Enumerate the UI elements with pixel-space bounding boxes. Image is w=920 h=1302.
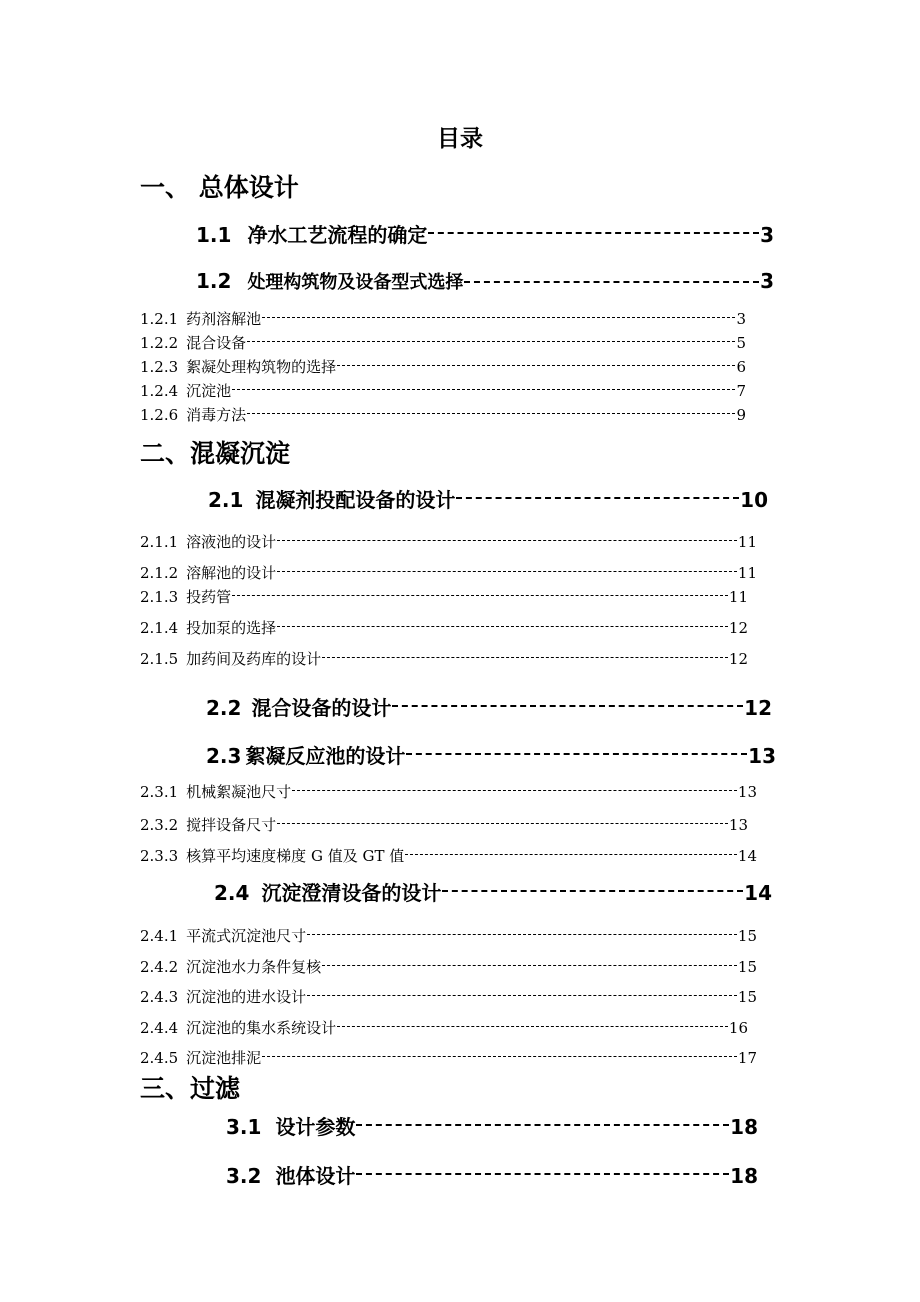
- entry-title: 沉淀澄清设备的设计: [261, 881, 442, 905]
- entry-number: 2.4: [214, 881, 250, 905]
- entry-page: 3: [736, 310, 746, 328]
- entry-title: 混凝剂投配设备的设计: [255, 488, 456, 512]
- entry-number: 1.2.3: [140, 358, 179, 376]
- entry-page: 18: [730, 1164, 758, 1188]
- entry-number: 2.3.1: [140, 783, 179, 801]
- toc-entry-2-4-4[interactable]: [140, 1017, 748, 1037]
- entry-number: 2.3.3: [140, 847, 179, 865]
- toc-entry-2-3[interactable]: [206, 740, 776, 768]
- toc-entry-1-2-2[interactable]: [140, 332, 746, 352]
- dot-leader: [247, 341, 735, 343]
- dot-leader: [406, 753, 747, 756]
- toc-entry-2-1-4[interactable]: [140, 617, 748, 637]
- entry-number: 2.3: [206, 744, 242, 768]
- entry-number: 2.1.2: [140, 564, 179, 582]
- dot-leader: [322, 657, 728, 659]
- toc-entry-2-4-1[interactable]: [140, 925, 757, 945]
- entry-page: 14: [737, 847, 757, 865]
- dot-leader: [464, 281, 759, 284]
- dot-leader: [356, 1173, 729, 1176]
- entry-page: 6: [736, 358, 746, 376]
- chapter-heading-3: 三、过滤: [140, 1074, 241, 1103]
- entry-title: 沉淀池的集水系统设计: [186, 1019, 337, 1037]
- dot-leader: [262, 317, 735, 319]
- entry-number: 3.2: [226, 1164, 262, 1188]
- toc-entry-1-2-4[interactable]: [140, 380, 746, 400]
- entry-title: 投药管: [186, 588, 232, 606]
- entry-page: 13: [728, 816, 748, 834]
- entry-number: 1.2.1: [140, 310, 179, 328]
- entry-page: 15: [737, 958, 757, 976]
- entry-page: 5: [736, 334, 746, 352]
- toc-entry-2-1[interactable]: [208, 484, 768, 512]
- toc-entry-2-1-3[interactable]: [140, 586, 748, 606]
- entry-number: 2.1.3: [140, 588, 179, 606]
- entry-number: 1.1: [196, 223, 232, 247]
- entry-page: 15: [737, 988, 757, 1006]
- toc-entry-2-3-3[interactable]: [140, 845, 757, 865]
- entry-number: 2.2: [206, 696, 242, 720]
- toc-entry-2-4-5[interactable]: [140, 1047, 757, 1067]
- toc-title: 目录: [437, 126, 483, 152]
- dot-leader: [292, 790, 737, 792]
- entry-page: 18: [730, 1115, 758, 1139]
- entry-number: 2.1.1: [140, 533, 179, 551]
- entry-title: 设计参数: [275, 1115, 356, 1139]
- toc-entry-1-2-3[interactable]: [140, 356, 746, 376]
- dot-leader: [456, 497, 739, 500]
- entry-title: 溶解池的设计: [186, 564, 277, 582]
- dot-leader: [322, 965, 737, 967]
- dot-leader: [277, 626, 728, 628]
- toc-entry-3-1[interactable]: [226, 1111, 758, 1139]
- toc-entry-1-2-6[interactable]: [140, 404, 746, 424]
- entry-page: 9: [736, 406, 746, 424]
- entry-title: 沉淀池的进水设计: [186, 988, 307, 1006]
- dot-leader: [442, 890, 743, 893]
- entry-number: 1.2: [196, 269, 232, 293]
- entry-number: 1.2.2: [140, 334, 179, 352]
- entry-page: 15: [737, 927, 757, 945]
- entry-page: 14: [744, 881, 772, 905]
- entry-number: 2.4.2: [140, 958, 179, 976]
- toc-entry-2-4[interactable]: [214, 877, 772, 905]
- dot-leader: [307, 934, 737, 936]
- dot-leader: [232, 389, 735, 391]
- entry-title: 絮凝处理构筑物的选择: [186, 358, 337, 376]
- dot-leader: [262, 1056, 737, 1058]
- entry-number: 2.4.3: [140, 988, 179, 1006]
- entry-title: 沉淀池水力条件复核: [186, 958, 322, 976]
- entry-page: 13: [748, 744, 776, 768]
- dot-leader: [428, 232, 759, 235]
- toc-entry-2-1-1[interactable]: [140, 531, 757, 551]
- entry-number: 2.1: [208, 488, 244, 512]
- entry-title: 池体设计: [275, 1164, 356, 1188]
- entry-page: 11: [737, 533, 757, 551]
- entry-number: 1.2.6: [140, 406, 179, 424]
- entry-page: 3: [760, 269, 774, 293]
- entry-title: 沉淀池排泥: [186, 1049, 262, 1067]
- entry-title: 混合设备: [186, 334, 247, 352]
- dot-leader: [307, 995, 737, 997]
- entry-page: 11: [737, 564, 757, 582]
- entry-page: 16: [728, 1019, 748, 1037]
- entry-number: 2.4.1: [140, 927, 179, 945]
- entry-page: 12: [728, 619, 748, 637]
- dot-leader: [247, 413, 735, 415]
- entry-title: 消毒方法: [186, 406, 247, 424]
- toc-entry-3-2[interactable]: [226, 1160, 758, 1188]
- entry-title: 平流式沉淀池尺寸: [186, 927, 307, 945]
- toc-entry-1-2-1[interactable]: [140, 308, 746, 328]
- entry-title: 加药间及药库的设计: [186, 650, 322, 668]
- entry-title: 混合设备的设计: [251, 696, 392, 720]
- toc-entry-2-1-5[interactable]: [140, 648, 748, 668]
- dot-leader: [392, 705, 743, 708]
- entry-title: 溶液池的设计: [186, 533, 277, 551]
- entry-title: 沉淀池: [186, 382, 232, 400]
- entry-page: 12: [728, 650, 748, 668]
- toc-entry-2-4-2[interactable]: [140, 956, 757, 976]
- entry-number: 2.3.2: [140, 816, 179, 834]
- dot-leader: [277, 571, 737, 573]
- entry-page: 7: [736, 382, 746, 400]
- toc-entry-2-4-3[interactable]: [140, 986, 757, 1006]
- toc-entry-1-2[interactable]: [196, 268, 774, 296]
- entry-title: 药剂溶解池: [186, 310, 262, 328]
- entry-title: 核算平均速度梯度 G 值及 GT 值: [186, 847, 405, 865]
- toc-entry-2-3-2[interactable]: [140, 814, 748, 834]
- dot-leader: [232, 595, 728, 597]
- entry-page: 17: [737, 1049, 757, 1067]
- dot-leader: [277, 540, 737, 542]
- chapter-heading-1: 一、 总体设计: [140, 173, 299, 202]
- entry-title: 机械絮凝池尺寸: [186, 783, 292, 801]
- entry-title: 净水工艺流程的确定: [247, 223, 428, 247]
- entry-page: 11: [728, 588, 748, 606]
- entry-page: 10: [740, 488, 768, 512]
- dot-leader: [405, 854, 737, 856]
- entry-number: 3.1: [226, 1115, 262, 1139]
- entry-title: 处理构筑物及设备型式选择: [247, 272, 464, 293]
- entry-page: 13: [737, 783, 757, 801]
- entry-page: 12: [744, 696, 772, 720]
- dot-leader: [337, 365, 735, 367]
- dot-leader: [277, 823, 728, 825]
- toc-entry-2-3-1[interactable]: [140, 781, 757, 801]
- toc-entry-2-2[interactable]: [206, 692, 772, 720]
- entry-number: 2.4.5: [140, 1049, 179, 1067]
- toc-entry-1-1[interactable]: [196, 219, 774, 247]
- dot-leader: [356, 1124, 729, 1127]
- entry-title: 絮凝反应池的设计: [245, 744, 406, 768]
- entry-page: 3: [760, 223, 774, 247]
- entry-title: 投加泵的选择: [186, 619, 277, 637]
- entry-number: 2.4.4: [140, 1019, 179, 1037]
- entry-number: 2.1.5: [140, 650, 179, 668]
- toc-entry-2-1-2[interactable]: [140, 562, 757, 582]
- entry-number: 1.2.4: [140, 382, 179, 400]
- chapter-heading-2: 二、混凝沉淀: [140, 439, 291, 468]
- entry-title: 搅拌设备尺寸: [186, 816, 277, 834]
- entry-number: 2.1.4: [140, 619, 179, 637]
- dot-leader: [337, 1026, 728, 1028]
